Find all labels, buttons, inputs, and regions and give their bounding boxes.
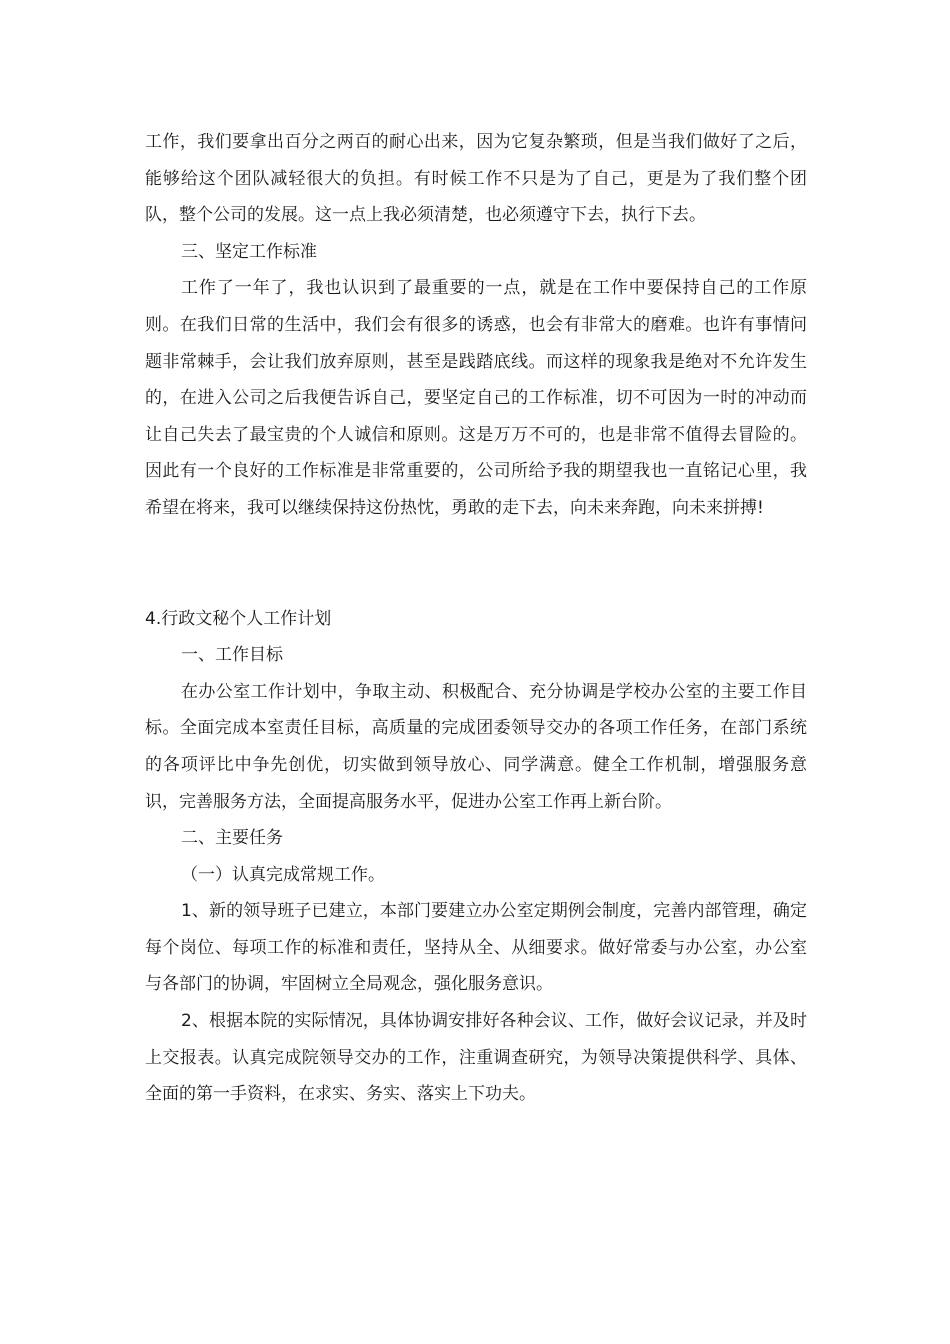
standards-paragraph: 工作了一年了，我也认识到了最重要的一点，就是在工作中要保持自己的工作原则。在我们日常的生活中，我们会有很多的诱惑，也会有非常大的磨难。也许有事情问题非常棘手，会让我们放弃原则，甚至是践踏底线。而这样的现象我是绝对不允许发生的，在进入公司之后我便告诉自己，要坚定自己的工作标准，切不可因为一时的冲动而让自己失去了最宝贵的个人诚信和原则。这是万万不可的，也是非常不值得去冒险的。因此有一个良好的工作标准是非常重要的，公司所给予我的期望我也一直铭记心里，我希望在将来，我可以继续保持这份热忱，勇敢的走下去，向未来奔跑，向未来拼搏! <box>145 278 807 518</box>
section-gap <box>145 527 807 601</box>
goals-paragraph: 在办公室工作计划中，争取主动、积极配合、充分协调是学校办公室的主要工作目标。全面完成本室责任目标，高质量的完成团委领导交办的各项工作任务，在部门系统的各项评比中争先创优，切实做到领导放心、同学满意。健全工作机制，增强服务意识，完善服务方法，全面提高服务水平，促进办公室工作再上新台阶。 <box>145 681 807 812</box>
document-title: 4.行政文秘个人工作计划 <box>145 608 332 629</box>
section-heading-tasks: 二、主要任务 <box>181 828 283 849</box>
task-item-2: 2、根据本院的实际情况，具体协调安排好各种会议、工作，做好会议记录，并及时上交报表。认真完成院领导交办的工作，注重调查研究，为领导决策提供科学、具体、全面的第一手资料，在求实、务实、落实上下功夫。 <box>145 1011 807 1105</box>
section-heading-standards: 三、坚定工作标准 <box>181 241 317 262</box>
continuation-paragraph: 工作，我们要拿出百分之两百的耐心出来，因为它复杂繁琐，但是当我们做好了之后，能够给这个团队减轻很大的负担。有时候工作不只是为了自己，更是为了我们整个团队，整个公司的发展。这一点上我必须清楚，也必须遵守下去，执行下去。 <box>145 132 807 226</box>
sub-heading-routine-work: （一）认真完成常规工作。 <box>181 864 385 885</box>
section-heading-goals: 一、工作目标 <box>181 645 283 666</box>
document-page <box>145 124 807 1113</box>
task-item-1: 1、新的领导班子已建立，本部门要建立办公室定期例会制度，完善内部管理，确定每个岗位、每项工作的标准和责任，坚持从全、从细要求。做好常委与办公室，办公室与各部门的协调，牢固树立全局观念，强化服务意识。 <box>145 901 807 995</box>
